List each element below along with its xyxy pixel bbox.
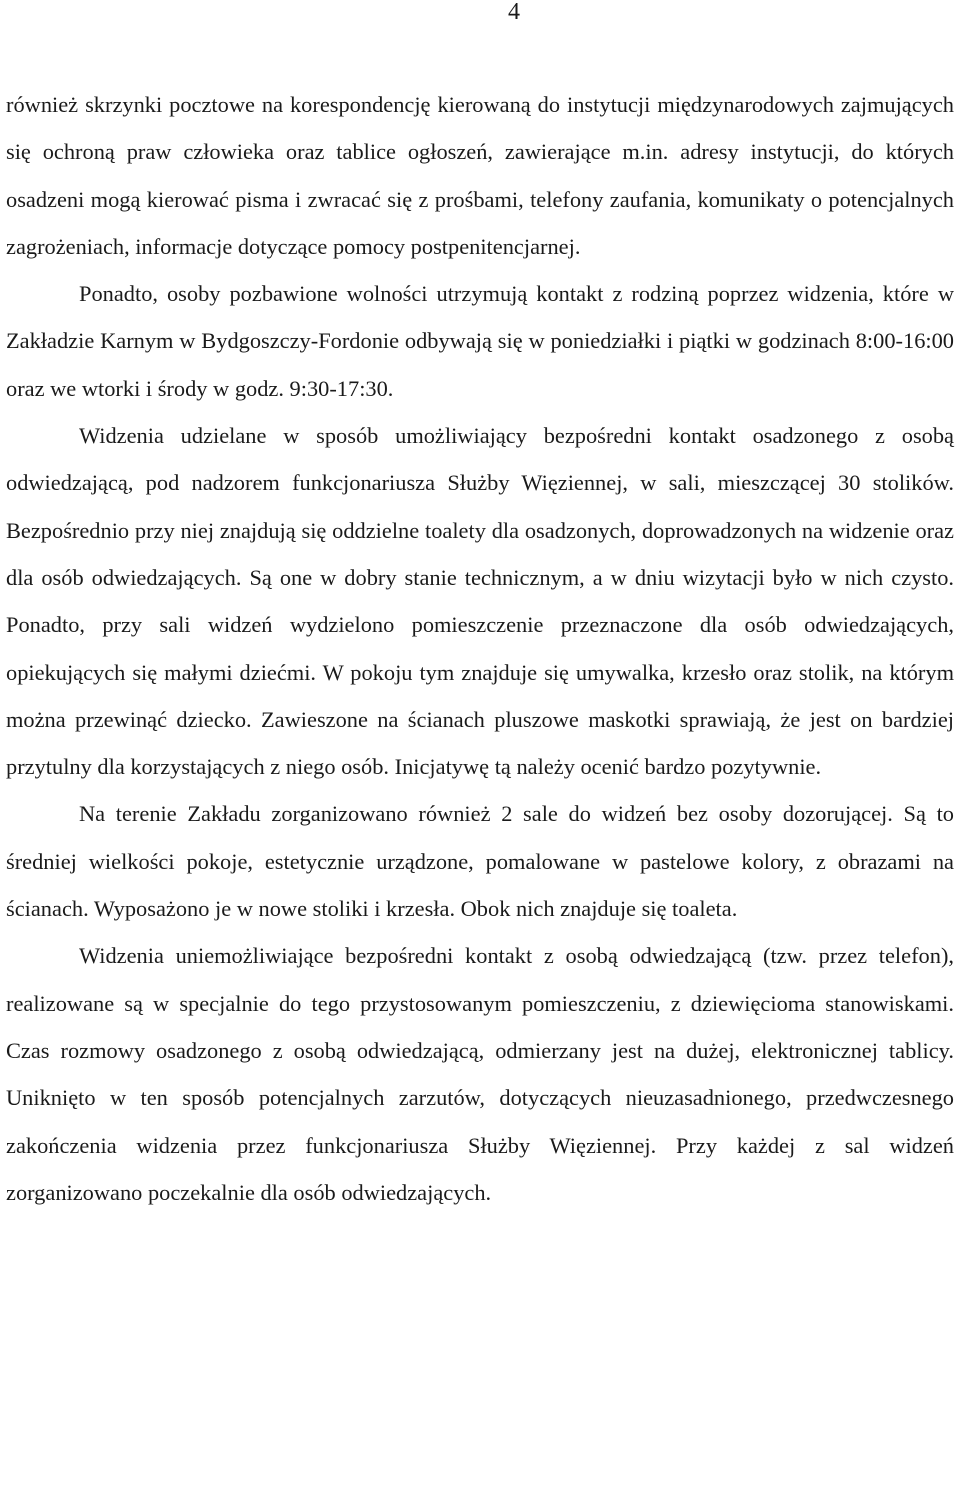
- paragraph-direct-visits: Widzenia udzielane w sposób umożliwiający bezpośredni kontakt osadzonego z osobą odwiedzającą, pod nadzorem funkcjonariusza Służby Więziennej, w sali, mieszczącej 30 stolików. Bezpośrednio przy niej znajdują się oddzielne toalety dla osadzonych, doprowadzonych na widzenie oraz dla osób odwiedzających. Są one w dobry stanie technicznym, a w dniu wizytacji było w nich czysto. Ponadto, przy sali widzeń wydzielono pomieszczenie przeznaczone dla osób odwiedzających, opiekujących się małymi dziećmi. W pokoju tym znajduje się umywalka, krzesło oraz stolik, na którym można przewinąć dziecko. Zawieszone na ścianach pluszowe maskotki sprawiają, że jest on bardziej przytulny dla korzystających z niego osób. Inicjatywę tą należy ocenić bardzo pozytywnie.: [6, 423, 954, 780]
- paragraph-continuation: również skrzynki pocztowe na korespondencję kierowaną do instytucji międzynarodowych zajmujących się ochroną praw człowieka oraz tablice ogłoszeń, zawierające m.in. adresy instytucji, do których osadzeni mogą kierować pisma i zwracać się z prośbami, telefony zaufania, komunikaty o potencjalnych zagrożeniach, informacje dotyczące pomocy postpenitencjarnej.: [6, 92, 954, 259]
- document-body: [6, 81, 954, 1216]
- paragraph-visits-schedule: Ponadto, osoby pozbawione wolności utrzymują kontakt z rodziną poprzez widzenia, które w Zakładzie Karnym w Bydgoszczy-Fordonie odbywają się w poniedziałki i piątki w godzinach 8:00-16:00 oraz we wtorki i środy w godz. 9:30-17:30.: [6, 281, 954, 401]
- paragraph-telephone-visits: Widzenia uniemożliwiające bezpośredni kontakt z osobą odwiedzającą (tzw. przez telefon), realizowane są w specjalnie do tego przystosowanym pomieszczeniu, z dziewięcioma stanowiskami. Czas rozmowy osadzonego z osobą odwiedzającą, odmierzany jest na dużej, elektronicznej tablicy. Uniknięto w ten sposób potencjalnych zarzutów, dotyczących nieuzasadnionego, przedwczesnego zakończenia widzenia przez funkcjonariusza Służby Więziennej. Przy każdej z sal widzeń zorganizowano poczekalnie dla osób odwiedzających.: [6, 943, 954, 1205]
- paragraph-unsupervised-rooms: Na terenie Zakładu zorganizowano również 2 sale do widzeń bez osoby dozorującej. Są to średniej wielkości pokoje, estetycznie urządzone, pomalowane w pastelowe kolory, z obrazami na ścianach. Wyposażono je w nowe stoliki i krzesła. Obok nich znajduje się toaleta.: [6, 801, 954, 922]
- page-number: 4: [508, 0, 520, 25]
